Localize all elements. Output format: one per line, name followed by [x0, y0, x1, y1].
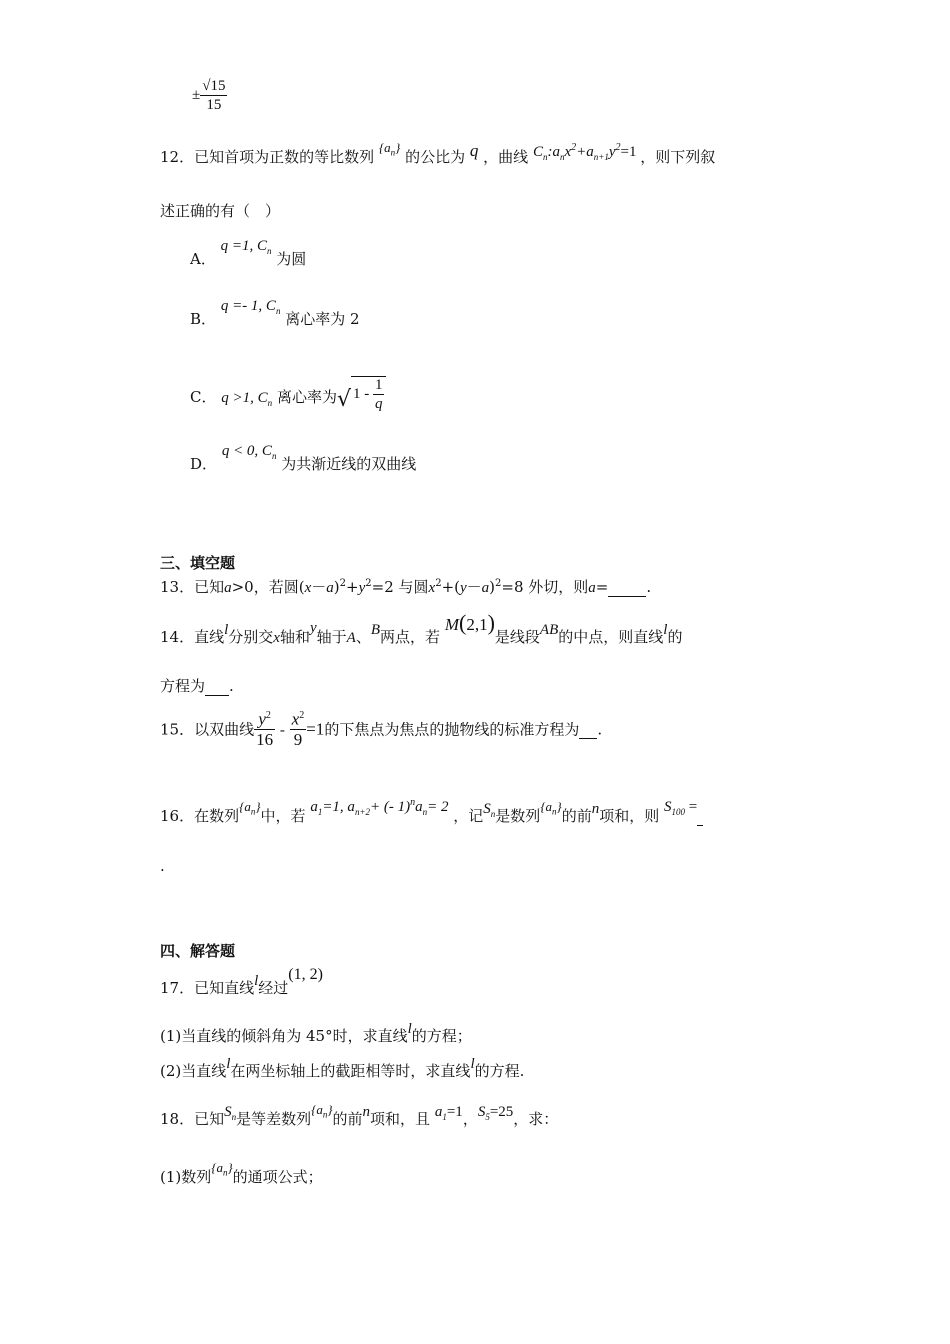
q17-stem: 17．已知直线l经过(1, 2) [160, 966, 323, 997]
q15: 15．以双曲线 $\frac{y^2}{16}$ - $\frac{x^2}{9}$ =1的下焦点为焦点的抛物线的标准方程为 . [160, 709, 603, 750]
q14-line2: 方程为 . [160, 677, 234, 695]
q12-stem-line1: 12．已知首项为正数的等比数列 $\{a_n\}$ 的公比为 q ，曲线 $C_n:a_nx^2+a_{n+1}y^2=1$ ，则下列叙 [160, 140, 716, 166]
q12-option-a: A． q =1, $C_n$ 为圆 [190, 238, 307, 268]
q12-option-d: D． q < 0, $C_n$ 为共渐近线的双曲线 [190, 443, 417, 473]
plus-minus: ± [192, 87, 201, 104]
sqrt-sign: √ [336, 387, 351, 413]
answer-blank [205, 677, 229, 696]
q12-option-b: B． q =- 1, $C_n$ 离心率为 2 [190, 298, 360, 328]
section-title-fill-in: 三、填空题 [160, 554, 236, 572]
q11-option-value [192, 78, 227, 114]
q12-stem-line2: 述正确的有（ ） [160, 202, 281, 220]
sqrt-sign: √ [202, 78, 211, 94]
q17-part1: (1)当直线的倾斜角为 45°时，求直线l的方程； [160, 1021, 472, 1045]
q12-option-c: C． q >1, $C_n$ 离心率为√ 1 - $\frac{1}{q}$ [190, 380, 386, 417]
q14-line1: 14．直线l分别交x轴和y轴于A、B两点，若 M(2,1)是线段AB的中点，则直线l的 [160, 610, 683, 646]
q18-stem: 18．已知$S_n$是等差数列$\{a_n\}$的前n项和，且 $a_1=1$，$S_5=25$，求： [160, 1102, 559, 1128]
curve-equation: $C_n:a_nx^2+a_{n+1}y^2=1$ [532, 142, 637, 162]
section-title-answer: 四、解答题 [160, 942, 236, 960]
q16: 16．在数列$\{a_n\}$中，若 $a_1=1$, $a_{n+2}+$ (- $1)^na_n= 2$ ，记$S_n$是数列$\{a_n\}$的前n项和，则 $S_{100}$ = [160, 805, 703, 827]
answer-blank [697, 807, 703, 826]
fraction: $\frac{√15}{15}$ [202, 78, 226, 113]
q13: 13．已知a>0，若圆$(x-a)^2+y^2=2$ 与圆$x^2+(y-a)^2=8$ 外切，则a= . [160, 578, 652, 596]
answer-blank [608, 578, 646, 597]
q17-part2: (2)当直线l在两坐标轴上的截距相等时，求直线l的方程. [160, 1056, 525, 1080]
answer-blank [579, 720, 597, 739]
q18-part1: (1)数列$\{a_n\}$的通项公式； [160, 1160, 323, 1186]
q16-dot: . [160, 857, 165, 875]
seq-a-n: $\{a_n\}$ [378, 140, 401, 158]
